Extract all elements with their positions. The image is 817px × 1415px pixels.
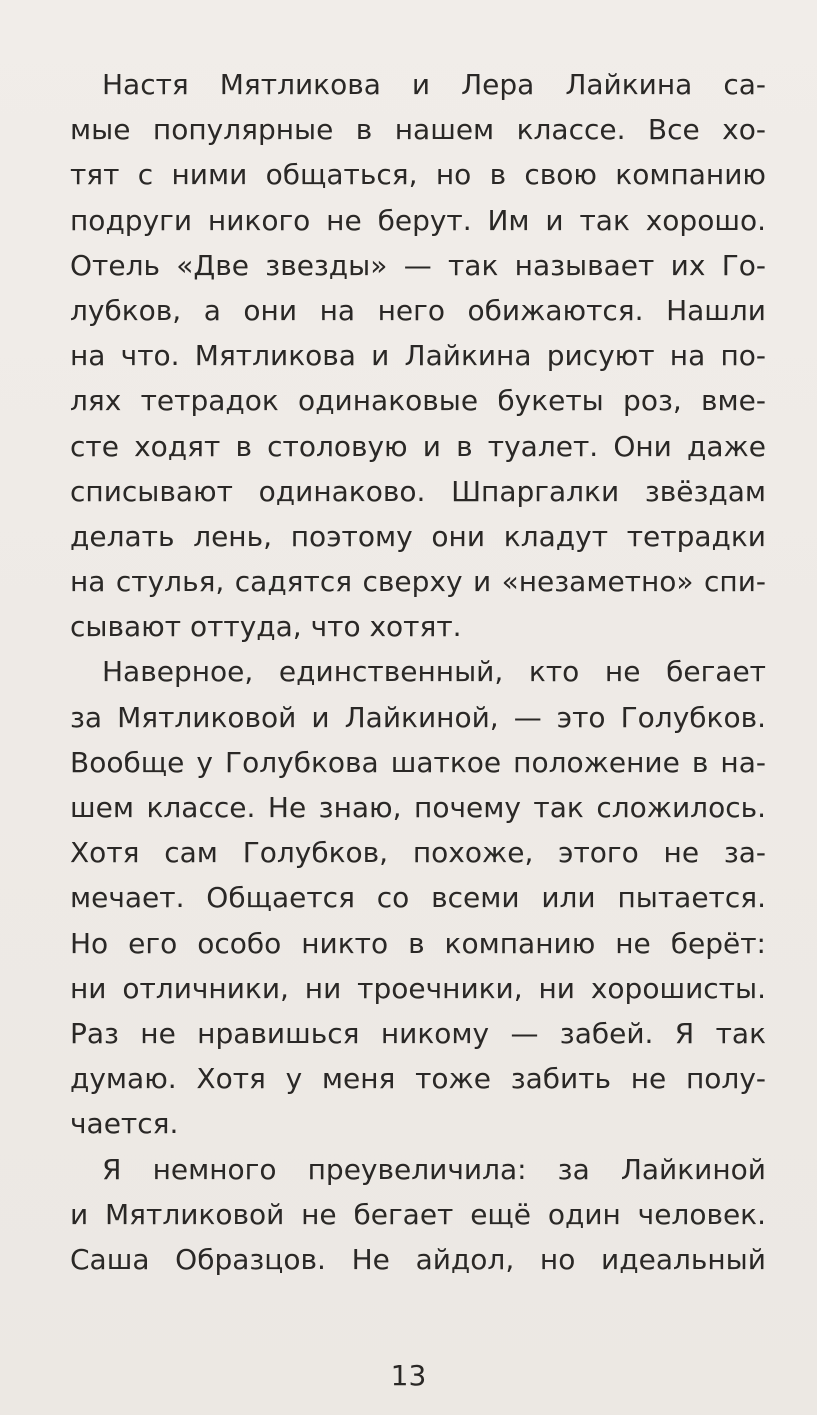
paragraph-1 [70,62,766,649]
text-line: шем классе. Не знаю, почему так сложилось. [70,791,766,824]
text-line: сте ходят в столовую и в туалет. Они даже [70,429,766,463]
text-line: Раз не нравишься никому — забей. Я так [70,1016,766,1050]
text-line: и Мятликовой не бегает ещё один человек. [70,1197,766,1231]
text-line: Но его особо никто в компанию не берёт: [70,926,766,960]
text-line: думаю. Хотя у меня тоже забить не полу- [70,1062,766,1096]
text-line: мечает. Общается со всеми или пытается. [70,881,766,915]
text-line: подруги никого не берут. Им и так хорошо. [70,203,766,237]
body-text [70,62,766,1282]
text-line: за Мятликовой и Лайкиной, — это Голубков. [70,700,766,734]
text-line: сывают оттуда, что хотят. [70,610,462,644]
paragraph-2 [70,649,766,1146]
text-line: Саша Образцов. Не айдол, но идеальный [70,1242,766,1276]
text-line: Настя Мятликова и Лера Лайкина са- [102,68,766,101]
paragraph-3 [70,1147,766,1283]
text-line: лубков, а они на него обижаются. Нашли [70,293,766,327]
text-line: мые популярные в нашем классе. Все хо- [70,113,766,147]
page-number: 13 [390,1359,427,1392]
text-line: на стулья, садятся сверху и «незаметно» спи- [70,565,766,599]
text-line: списывают одинаково. Шпаргалки звёздам [70,474,766,508]
text-line: Я немного преувеличила: за Лайкиной [102,1152,766,1186]
text-line: Вообще у Голубкова шаткое положение в на- [70,745,766,779]
text-line: делать лень, поэтому они кладут тетрадки [70,519,766,553]
text-line: тят с ними общаться, но в свою компанию [70,158,766,192]
text-line: Наверное, единственный, кто не бегает [102,655,766,689]
text-line: ни отличники, ни троечники, ни хорошисты. [70,971,766,1005]
text-line: Отель «Две звезды» — так называет их Го- [70,248,766,282]
text-line: на что. Мятликова и Лайкина рисуют на по- [70,339,766,373]
text-line: Хотя сам Голубков, похоже, этого не за- [70,836,766,870]
text-line: чается. [70,1107,179,1141]
text-line: лях тетрадок одинаковые букеты роз, вме- [70,384,766,418]
